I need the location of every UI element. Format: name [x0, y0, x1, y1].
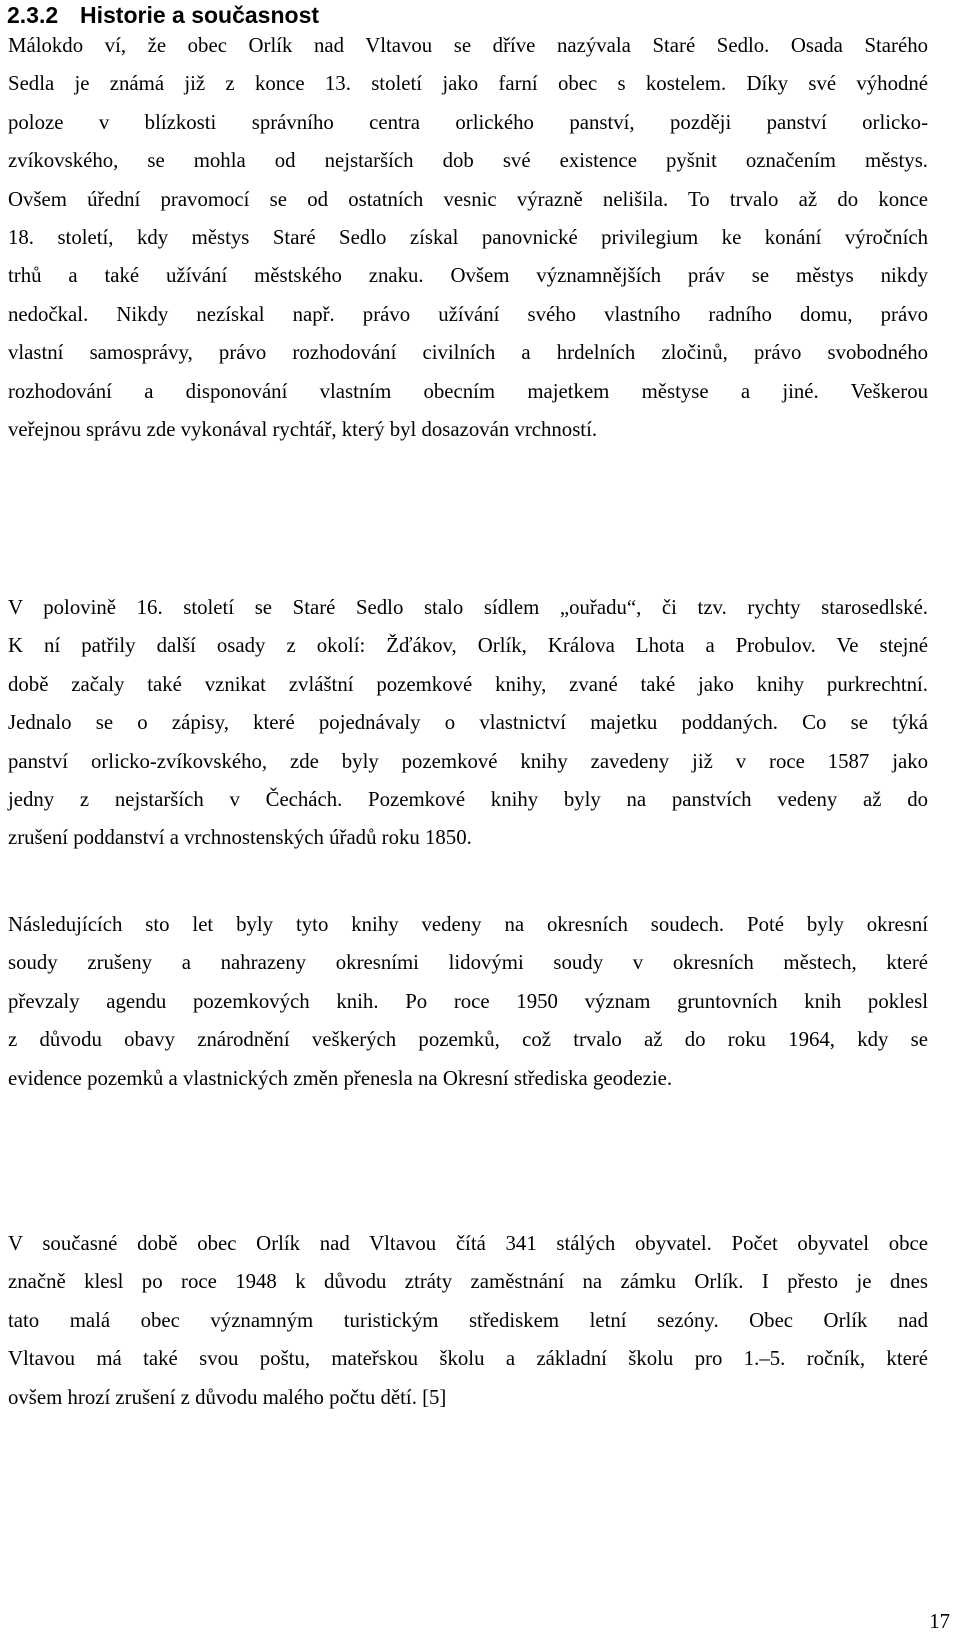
- text-line: evidence pozemků a vlastnických změn přenesla na Okresní střediska geodezie.: [8, 1066, 673, 1090]
- section-title: Historie a současnost: [80, 2, 320, 28]
- text-line: soudy zrušeny a nahrazeny okresními lidovými soudy v okresních městech, které: [8, 951, 928, 975]
- text-line: Jednalo se o zápisy, které pojednávaly o vlastnictví majetku poddaných. Co se týká: [8, 711, 928, 735]
- text-line: V současné době obec Orlík nad Vltavou čítá 341 stálých obyvatel. Počet obyvatel obce: [8, 1232, 928, 1255]
- text-line: K ní patřily další osady z okolí: Žďákov, Orlík, Králova Lhota a Probulov. Ve stejné: [8, 634, 928, 658]
- paragraph-land-registers: [8, 589, 928, 858]
- page-number: 17: [929, 1610, 950, 1633]
- text-line: Vltavou má také svou poštu, mateřskou školu a základní školu pro 1.–5. ročník, které: [8, 1347, 928, 1371]
- section-heading: [7, 0, 319, 30]
- paragraph-history-intro: [8, 27, 928, 449]
- text-line: Málokdo ví, že obec Orlík nad Vltavou se dříve nazývala Staré Sedlo. Osada Starého: [8, 34, 928, 57]
- text-line: převzaly agendu pozemkových knih. Po roce 1950 význam gruntovních knih poklesl: [8, 989, 928, 1013]
- text-line: rozhodování a disponování vlastním obecním majetkem městyse a jiné. Veškerou: [8, 379, 928, 403]
- text-line: poloze v blízkosti správního centra orlického panství, později panství orlicko-: [8, 110, 928, 134]
- text-line: V polovině 16. století se Staré Sedlo stalo sídlem „ouřadu“, či tzv. rychty starosedlské.: [8, 596, 928, 619]
- text-line: Ovšem úřední pravomocí se od ostatních vesnic výrazně nelišila. To trvalo až do konce: [8, 187, 928, 211]
- text-line: tato malá obec významným turistickým střediskem letní sezóny. Obec Orlík nad: [8, 1308, 928, 1332]
- paragraph-courts: [8, 906, 928, 1098]
- text-line: zrušení poddanství a vrchnostenských úřadů roku 1850.: [8, 826, 472, 850]
- paragraph-present-day: [8, 1225, 928, 1417]
- text-line: nedočkal. Nikdy nezískal např. právo užívání svého vlastního radního domu, právo: [8, 302, 928, 326]
- text-line: Sedla je známá již z konce 13. století jako farní obec s kostelem. Díky své výhodné: [8, 72, 928, 96]
- text-line: panství orlicko-zvíkovského, zde byly pozemkové knihy zavedeny již v roce 1587 jako: [8, 749, 928, 773]
- text-line: Následujících sto let byly tyto knihy vedeny na okresních soudech. Poté byly okresní: [8, 913, 928, 936]
- text-line: z důvodu obavy znárodnění veškerých pozemků, což trvalo až do roku 1964, kdy se: [8, 1028, 928, 1052]
- section-number: 2.3.2: [7, 2, 59, 28]
- text-line: značně klesl po roce 1948 k důvodu ztráty zaměstnání na zámku Orlík. I přesto je dnes: [8, 1270, 928, 1294]
- text-line: trhů a také užívání městského znaku. Ovšem významnějších práv se městys nikdy: [8, 264, 928, 288]
- text-line: veřejnou správu zde vykonával rychtář, který byl dosazován vrchností.: [8, 417, 598, 441]
- text-line: ovšem hrozí zrušení z důvodu malého počtu dětí. [5]: [8, 1385, 447, 1409]
- text-line: jedny z nejstarších v Čechách. Pozemkové knihy byly na panstvích vedeny až do: [8, 787, 928, 811]
- text-line: době začaly také vznikat zvláštní pozemkové knihy, zvané také jako knihy purkrechtní.: [8, 672, 928, 696]
- text-line: zvíkovského, se mohla od nejstarších dob své existence pyšnit označením městys.: [8, 149, 928, 173]
- text-line: vlastní samosprávy, právo rozhodování civilních a hrdelních zločinů, právo svobodného: [8, 341, 928, 365]
- text-line: 18. století, kdy městys Staré Sedlo získal panovnické privilegium ke konání výročních: [8, 225, 928, 249]
